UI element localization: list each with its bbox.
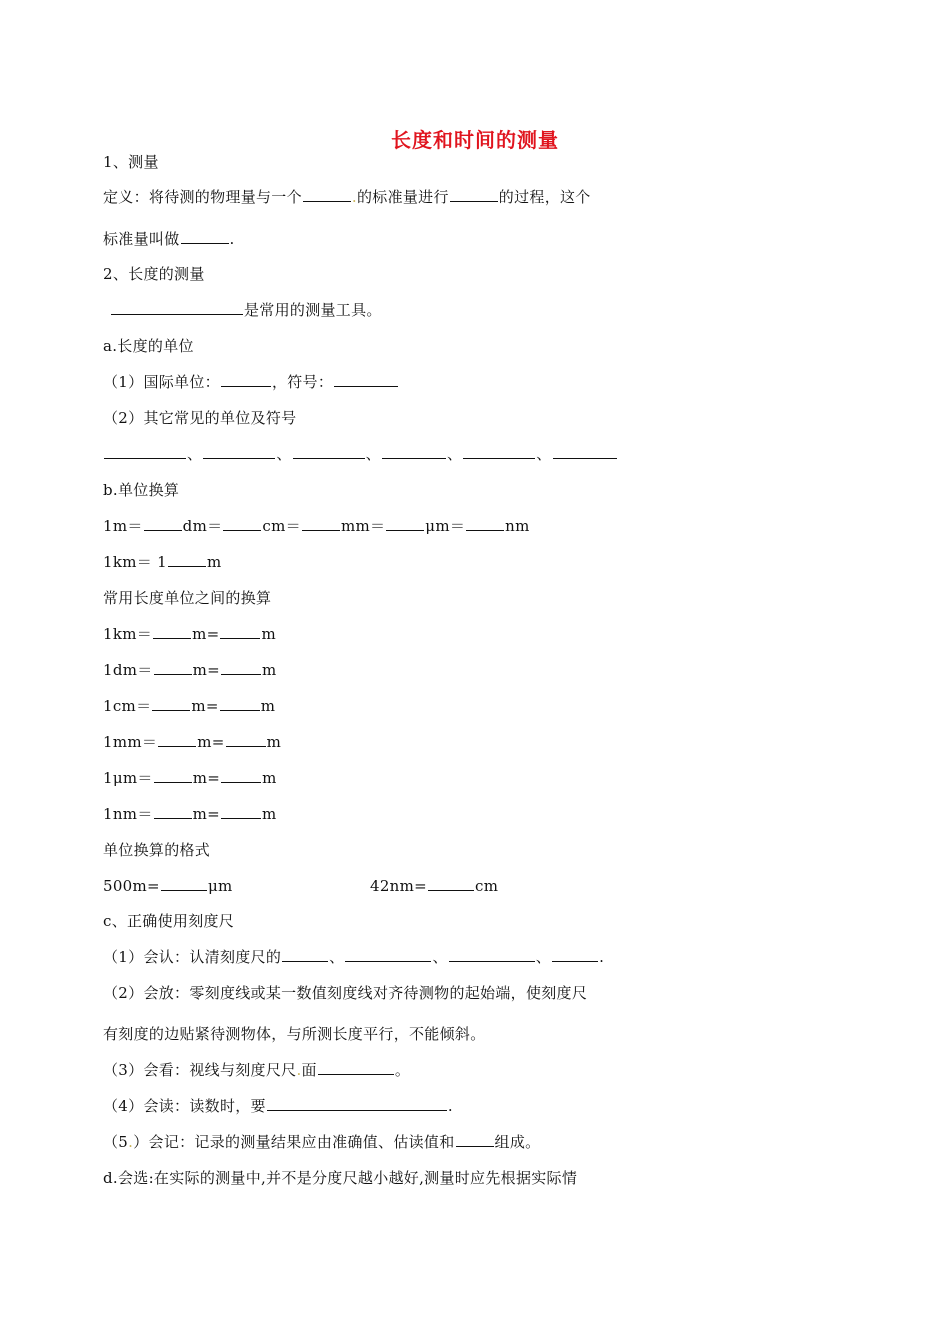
blank[interactable] — [161, 876, 207, 891]
blank[interactable] — [220, 696, 260, 711]
blank[interactable] — [158, 732, 196, 747]
blank[interactable] — [428, 876, 474, 891]
rule-record-line: （5.）会记：记录的测量结果应由准确值、估读值和 组成。 — [103, 1133, 541, 1151]
rule-select-line: d.会选:在实际的测量中,并不是分度尺越小越好,测量时应先根据实际情 — [103, 1169, 578, 1187]
blank[interactable] — [302, 516, 340, 531]
units-blanks-line: 、 、 、 、 、 — [103, 444, 618, 464]
blank[interactable] — [221, 660, 261, 675]
blank[interactable] — [334, 372, 398, 387]
conv-row-um: 1μm＝ m= m — [103, 769, 277, 787]
conv-row-nm: 1nm＝ m= m — [103, 805, 277, 823]
blank[interactable] — [221, 768, 261, 783]
section-2-heading: 2、长度的测量 — [103, 265, 205, 283]
blank[interactable] — [386, 516, 424, 531]
definition-line-2: 标准量叫做 . — [103, 230, 235, 248]
blank[interactable] — [226, 732, 266, 747]
si-unit-line: （1）国际单位： ，符号： — [103, 372, 399, 392]
blank[interactable] — [154, 768, 192, 783]
blank[interactable] — [203, 444, 275, 459]
blank[interactable] — [450, 187, 498, 202]
conv-row-mm: 1mm＝ m= m — [103, 733, 282, 751]
conversion-format-heading: 单位换算的格式 — [103, 841, 211, 859]
blank[interactable] — [154, 660, 192, 675]
rule-read-line: （4）会读：读数时，要 . — [103, 1097, 453, 1115]
blank[interactable] — [144, 516, 182, 531]
rule-place-line-2: 有刻度的边贴紧待测物体，与所测长度平行，不能倾斜。 — [103, 1025, 486, 1043]
blank[interactable] — [181, 229, 229, 244]
blank[interactable] — [221, 372, 271, 387]
stray-mark: . — [128, 1133, 134, 1151]
blank[interactable] — [456, 1132, 494, 1147]
blank[interactable] — [154, 804, 192, 819]
blank[interactable] — [449, 947, 535, 962]
blank[interactable] — [552, 947, 598, 962]
conv-row-cm: 1cm＝ m= m — [103, 697, 276, 715]
section-1-heading: 1、测量 — [103, 153, 159, 171]
blank[interactable] — [282, 947, 328, 962]
definition-line: 定义：将待测的物理量与一个 .的标准量进行 的过程，这个 — [103, 188, 591, 206]
blank[interactable] — [267, 1096, 447, 1111]
format-example-500m: 500m= μm — [103, 877, 233, 895]
blank[interactable] — [293, 444, 365, 459]
conv-row-dm: 1dm＝ m= m — [103, 661, 277, 679]
blank[interactable] — [553, 444, 617, 459]
blank[interactable] — [345, 947, 431, 962]
common-conversions-heading: 常用长度单位之间的换算 — [103, 589, 272, 607]
rule-recognize-line: （1）会认：认清刻度尺的 、 、 、 . — [103, 948, 605, 966]
blank[interactable] — [104, 444, 186, 459]
tool-line: 是常用的测量工具。 — [110, 300, 382, 320]
blank[interactable] — [220, 624, 260, 639]
subsection-c-heading: c、正确使用刻度尺 — [103, 912, 235, 930]
stray-mark: . — [296, 1061, 302, 1079]
conversion-chain-line: 1m＝ dm＝ cm＝ mm＝ μm＝ nm — [103, 517, 530, 535]
format-example-42nm: 42nm= cm — [370, 877, 499, 895]
km-line: 1km＝ 1 m — [103, 553, 222, 571]
blank[interactable] — [303, 187, 351, 202]
subsection-a-heading: a.长度的单位 — [103, 337, 194, 355]
blank[interactable] — [168, 552, 206, 567]
conv-row-km: 1km＝ m= m — [103, 625, 276, 643]
other-units-line: （2）其它常见的单位及符号 — [103, 409, 297, 427]
rule-place-line: （2）会放：零刻度线或某一数值刻度线对齐待测物的起始端，使刻度尺 — [103, 984, 588, 1002]
stray-mark: . — [351, 188, 357, 206]
subsection-b-heading: b.单位换算 — [103, 481, 180, 499]
blank[interactable] — [318, 1060, 394, 1075]
rule-look-line: （3）会看：视线与刻度尺尺.面 。 — [103, 1061, 411, 1079]
blank[interactable] — [466, 516, 504, 531]
blank[interactable] — [463, 444, 535, 459]
blank[interactable] — [382, 444, 446, 459]
blank[interactable] — [153, 624, 191, 639]
page-title: 长度和时间的测量 — [391, 128, 559, 152]
blank[interactable] — [223, 516, 261, 531]
blank[interactable] — [221, 804, 261, 819]
blank[interactable] — [152, 696, 190, 711]
blank[interactable] — [111, 300, 243, 315]
